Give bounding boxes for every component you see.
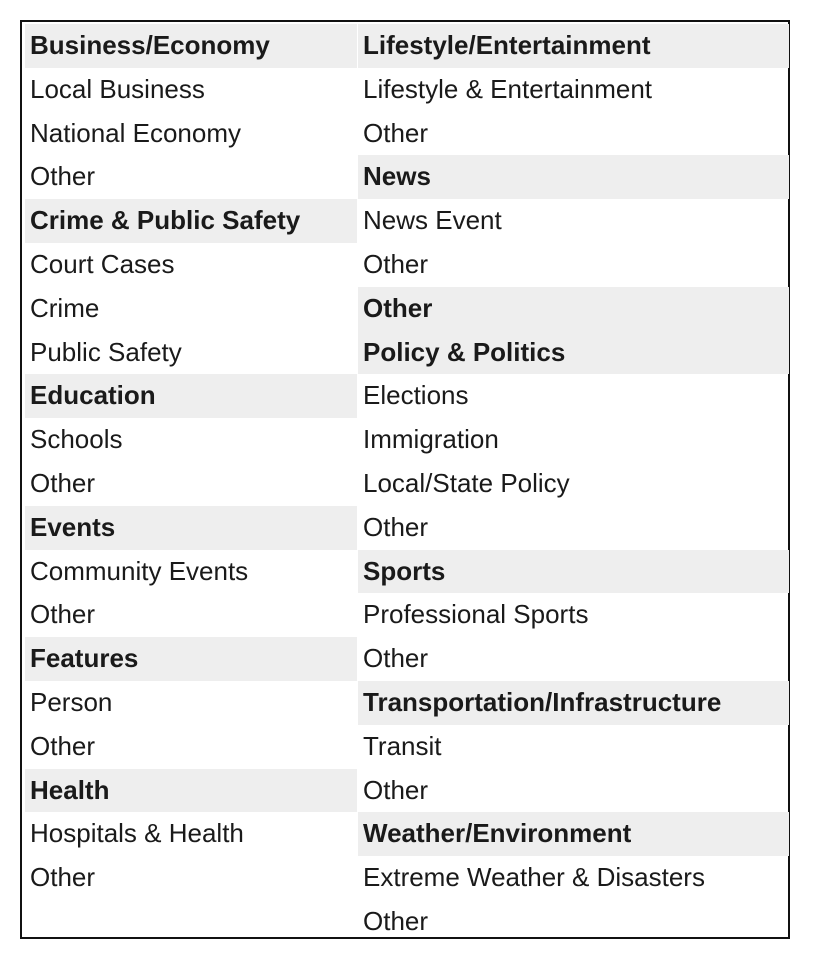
category-heading: Crime & Public Safety <box>25 199 357 243</box>
category-heading: Features <box>25 637 357 681</box>
category-item: Person <box>30 686 113 717</box>
category-item: Other <box>30 730 96 761</box>
category-item: Local Business <box>30 73 205 104</box>
category-heading: Lifestyle/Entertainment <box>358 24 789 68</box>
category-item: Other <box>363 774 429 805</box>
category-item: Other <box>363 511 429 542</box>
category-heading: Policy & Politics <box>358 331 789 375</box>
category-heading: Education <box>25 374 357 418</box>
category-item: Other <box>363 905 429 936</box>
category-item: Schools <box>30 424 123 455</box>
category-item: Crime <box>30 292 100 323</box>
category-item: Other <box>30 862 96 893</box>
category-heading: Other <box>358 287 789 331</box>
category-item: Community Events <box>30 555 249 586</box>
category-heading: Health <box>25 769 357 813</box>
category-item: Other <box>30 599 96 630</box>
category-item: Other <box>30 161 96 192</box>
category-heading: Transportation/Infrastructure <box>358 681 789 725</box>
category-item: Public Safety <box>30 336 182 367</box>
category-table <box>20 20 790 939</box>
category-heading: Weather/Environment <box>358 812 789 856</box>
category-item: Local/State Policy <box>363 467 570 498</box>
category-heading: Sports <box>358 550 789 594</box>
category-item: Other <box>363 248 429 279</box>
right-column <box>358 24 789 944</box>
category-heading: News <box>358 155 789 199</box>
category-item: Elections <box>363 380 469 411</box>
category-item: Other <box>363 117 429 148</box>
category-heading: Business/Economy <box>25 24 357 68</box>
category-item: Hospitals & Health <box>30 818 244 849</box>
left-column <box>25 24 357 900</box>
category-item: Transit <box>363 730 442 761</box>
category-item: Other <box>363 643 429 674</box>
category-heading: Events <box>25 506 357 550</box>
category-item: News Event <box>363 205 502 236</box>
category-item: Extreme Weather & Disasters <box>363 862 705 893</box>
category-item: Professional Sports <box>363 599 589 630</box>
category-item: Court Cases <box>30 248 175 279</box>
category-item: Immigration <box>363 424 499 455</box>
category-item: National Economy <box>30 117 241 148</box>
category-item: Lifestyle & Entertainment <box>363 73 653 104</box>
category-item: Other <box>30 467 96 498</box>
